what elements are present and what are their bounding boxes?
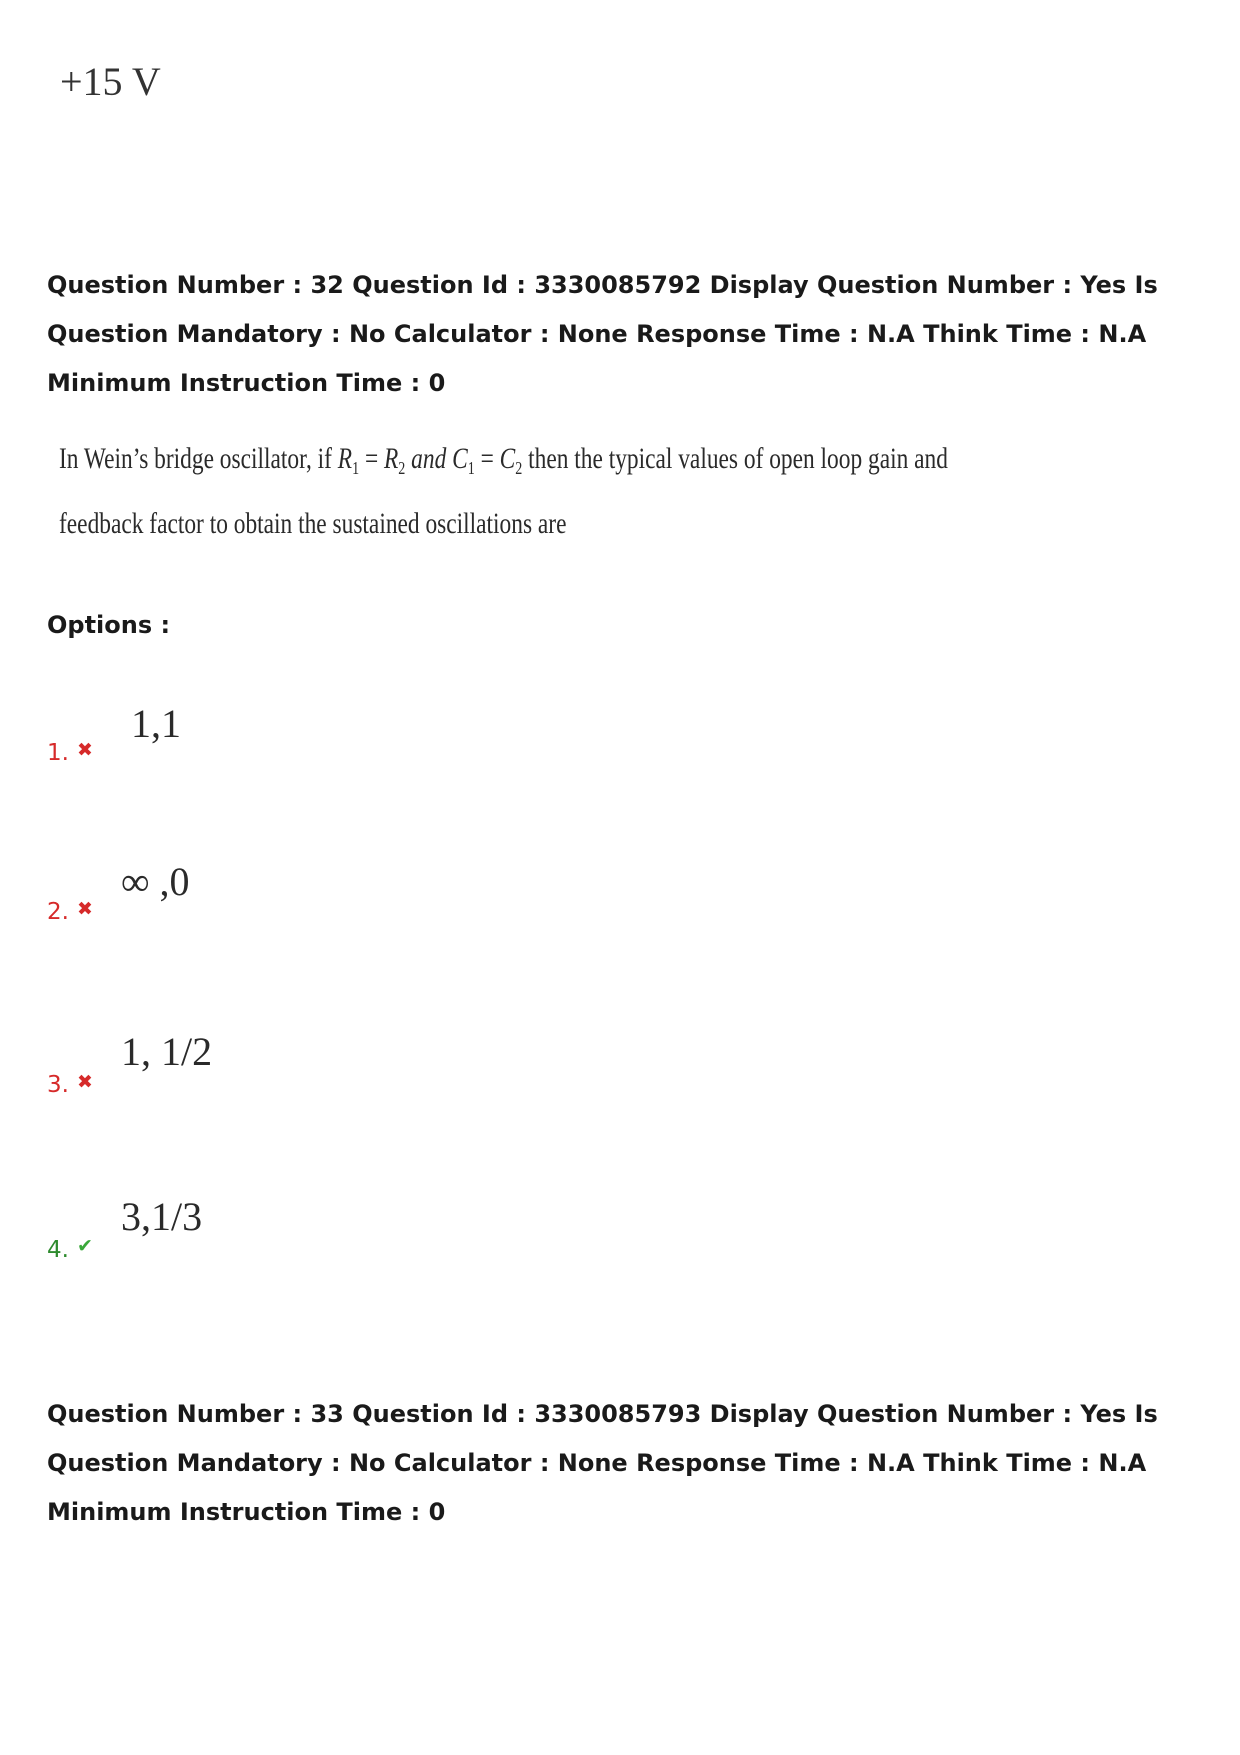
option-number: 2. — [47, 899, 69, 925]
question-32-line-1: In Wein’s bridge oscillator, if $R_1 = R_2$ and $C_1 = C_2$ then the typical values of open loop gain and — [59, 442, 948, 478]
question-33-metadata: Question Number : 33 Question Id : 3330085793 Display Question Number : Yes Is Question Mandatory : No Calculator : None Response Time : N.A Think Time : N.A Minimum Instruction Time : 0 — [47, 1400, 1158, 1526]
wrong-cross-icon: ✖ — [77, 898, 93, 920]
options-label: Options : — [47, 611, 171, 639]
option-number: 3. — [47, 1072, 69, 1098]
option-value: 1, 1/2 — [121, 1029, 213, 1074]
option-value: 1,1 — [131, 701, 181, 746]
question-32-text — [59, 431, 948, 551]
previous-question-answer-text: +15 V — [60, 59, 161, 104]
option-1 — [47, 700, 447, 780]
question-32-metadata: Question Number : 32 Question Id : 3330085792 Display Question Number : Yes Is Question Mandatory : No Calculator : None Response Time : N.A Think Time : N.A Minimum Instruction Time : 0 — [47, 271, 1158, 397]
question-32-line-2: feedback factor to obtain the sustained oscillations are — [59, 507, 567, 540]
option-4 — [47, 1195, 447, 1275]
wrong-cross-icon: ✖ — [77, 739, 93, 761]
wrong-cross-icon: ✖ — [77, 1071, 93, 1093]
option-number: 1. — [47, 740, 69, 766]
option-3 — [47, 1030, 447, 1110]
option-number: 4. — [47, 1237, 69, 1263]
correct-check-icon: ✔ — [77, 1235, 93, 1257]
option-2 — [47, 860, 447, 940]
option-value: 3,1/3 — [121, 1194, 203, 1239]
option-value: ∞ ,0 — [121, 859, 190, 904]
